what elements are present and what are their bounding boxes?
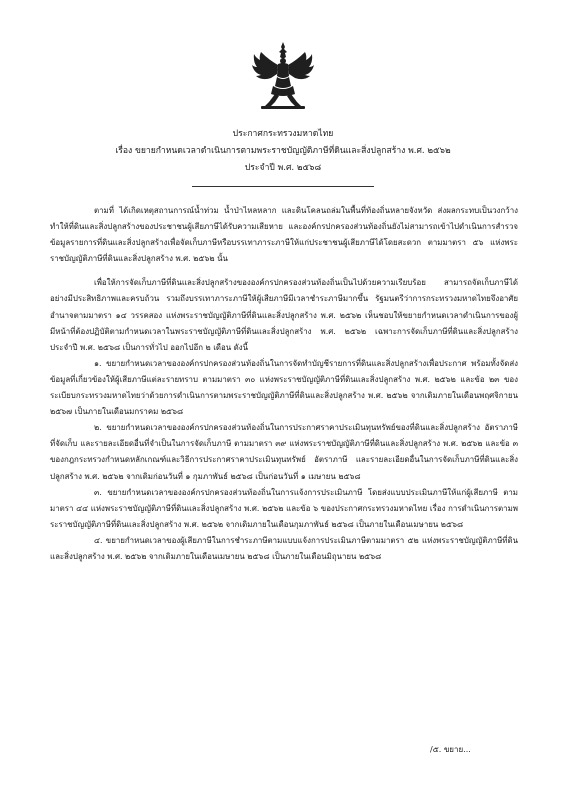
continuation-note: /๕. ขยาย... bbox=[430, 745, 471, 754]
garuda-emblem-icon bbox=[251, 40, 315, 112]
paragraph-preamble: ตามที่ ได้เกิดเหตุสถานการณ์น้ำท่วม น้ำป่าไหลหลาก และดินโคลนถล่มในพื้นที่ท้องถิ่นหลายจังหวัด ส่งผลกระทบเป็นวงกว้างทำให้ที่ดินและสิ่งปลูกสร้างของประชาชนผู้เสียภาษีได้รับความเสียหาย และองค์กรปกครองส่วนท้องถิ่นยังไม่สามารถเข้าไปดำเนินการสำรวจข้อมูลรายการที่ดินและสิ่งปลูกสร้างเพื่อจัดเก็บภาษีหรือบรรเทาภาระภาษีให้แก่ประชาชนผู้เสียภาษีได้โดยสะดวก ตามมาตรา ๕๖ แห่งพระราชบัญญัติภาษีที่ดินและสิ่งปลูกสร้าง พ.ศ. ๒๕๖๒ นั้น bbox=[50, 206, 518, 264]
paragraph-purpose: เพื่อให้การจัดเก็บภาษีที่ดินและสิ่งปลูกสร้างขององค์กรปกครองส่วนท้องถิ่นเป็นไปด้วยความเรียบร้อย สามารถจัดเก็บภาษีได้อย่างมีประสิทธิภาพและครบถ้วน รวมถึงบรรเทาภาระภาษีให้ผู้เสียภาษีมีเวลาชำระภาษีมากขึ้น รัฐมนตรีว่าการกระทรวงมหาดไทยจึงอาศัยอำนาจตามมาตรา ๑๔ วรรคสอง แห่งพระราชบัญญัติภาษีที่ดินและสิ่งปลูกสร้าง พ.ศ. ๒๕๖๒ เห็นชอบให้ขยายกำหนดเวลาดำเนินการของผู้มีหน้าที่ต้องปฏิบัติตามกำหนดเวลาในพระราชบัญญัติภาษีที่ดินและสิ่งปลูกสร้าง พ.ศ. ๒๕๖๒ เฉพาะการจัดเก็บภาษีที่ดินและสิ่งปลูกสร้าง ประจำปี พ.ศ. ๒๕๖๘ เป็นการทั่วไป ออกไปอีก ๒ เดือน ดังนี้ bbox=[50, 278, 518, 352]
paragraph-item-1: ๑. ขยายกำหนดเวลาขององค์กรปกครองส่วนท้องถิ่นในการจัดทำบัญชีรายการที่ดินและสิ่งปลูกสร้างเพื่อประกาศ พร้อมทั้งจัดส่งข้อมูลที่เกี่ยวข้องให้ผู้เสียภาษีแต่ละรายทราบ ตามมาตรา ๓๐ แห่งพระราชบัญญัติภาษีที่ดินและสิ่งปลูกสร้าง พ.ศ. ๒๕๖๒ และข้อ ๒๓ ของระเบียบกระทรวงมหาดไทยว่าด้วยการดำเนินการตามพระราชบัญญัติภาษีที่ดินและสิ่งปลูกสร้าง พ.ศ. ๒๕๖๒ จากเดิมภายในเดือนพฤศจิกายน ๒๕๖๗ เป็นภายในเดือนมกราคม ๒๕๖๘ bbox=[50, 358, 518, 417]
header-divider bbox=[192, 186, 374, 187]
paragraph-item-2: ๒. ขยายกำหนดเวลาขององค์กรปกครองส่วนท้องถิ่นในการประกาศราคาประเมินทุนทรัพย์ของที่ดินและสิ่งปลูกสร้าง อัตราภาษีที่จัดเก็บ และรายละเอียดอื่นที่จำเป็นในการจัดเก็บภาษี ตามมาตรา ๓๙ แห่งพระราชบัญญัติภาษีที่ดินและสิ่งปลูกสร้าง พ.ศ. ๒๕๖๒ และข้อ ๓ ของกฎกระทรวงกำหนดหลักเกณฑ์และวิธีการประกาศราคาประเมินทุนทรัพย์ อัตราภาษี และรายละเอียดอื่นในการจัดเก็บภาษีที่ดินและสิ่งปลูกสร้าง พ.ศ. ๒๕๖๒ จากเดิมก่อนวันที่ ๑ กุมภาพันธ์ ๒๕๖๘ เป็นก่อนวันที่ ๑ เมษายน ๒๕๖๘ bbox=[50, 423, 518, 481]
paragraph-item-3: ๓. ขยายกำหนดเวลาขององค์กรปกครองส่วนท้องถิ่นในการแจ้งการประเมินภาษี โดยส่งแบบประเมินภาษีให้แก่ผู้เสียภาษี ตามมาตรา ๔๔ แห่งพระราชบัญญัติภาษีที่ดินและสิ่งปลูกสร้าง พ.ศ. ๒๕๖๒ และข้อ ๖ ของประกาศกระทรวงมหาดไทย เรื่อง การดำเนินการตามพระราชบัญญัติภาษีที่ดินและสิ่งปลูกสร้าง พ.ศ. ๒๕๖๒ จากเดิมภายในเดือนกุมภาพันธ์ ๒๕๖๘ เป็นภายในเดือนเมษายน ๒๕๖๘ bbox=[50, 487, 518, 529]
org-title: ประกาศกระทรวงมหาดไทย bbox=[232, 129, 334, 139]
subject-line: เรื่อง ขยายกำหนดเวลาดำเนินการตามพระราชบัญญัติภาษีที่ดินและสิ่งปลูกสร้าง พ.ศ. ๒๕๖๒ bbox=[115, 146, 451, 156]
document-body bbox=[50, 203, 518, 565]
paragraph-item-4: ๔. ขยายกำหนดเวลาของผู้เสียภาษีในการชำระภาษีตามแบบแจ้งการประเมินภาษีตามมาตรา ๕๒ แห่งพระราชบัญญัติภาษีที่ดินและสิ่งปลูกสร้าง พ.ศ. ๒๕๖๒ จากเดิมภายในเดือนเมษายน ๒๕๖๘ เป็นภายในเดือนมิถุนายน ๒๕๖๘ bbox=[50, 535, 518, 561]
year-line: ประจำปี พ.ศ. ๒๕๖๘ bbox=[244, 163, 322, 173]
